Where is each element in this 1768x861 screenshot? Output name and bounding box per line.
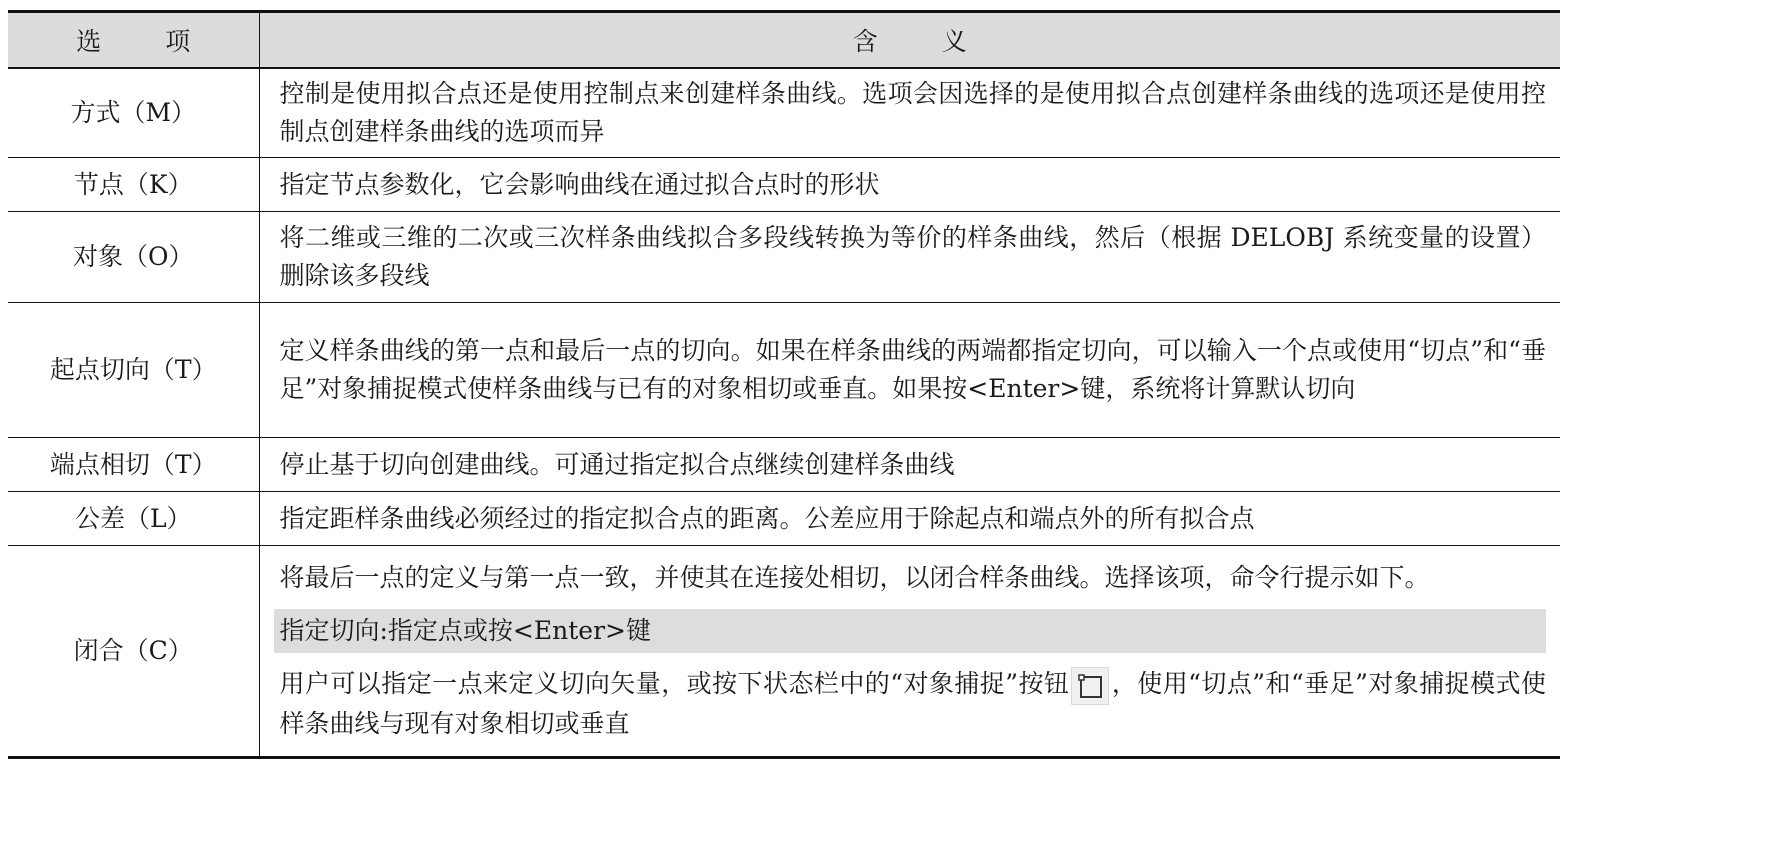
table-row: [8, 212, 1560, 303]
table-header-row: [8, 12, 1560, 68]
meaning-cell: 控制是使用拟合点还是使用控制点来创建样条曲线。选项会因选择的是使用拟合点创建样条曲线的选项还是使用控制点创建样条曲线的选项而异: [259, 68, 1560, 158]
table-row: [8, 303, 1560, 438]
table-row: [8, 68, 1560, 158]
header-meaning: 含 义: [259, 12, 1560, 68]
options-table: [8, 10, 1560, 759]
close-note-after-icon: ，使用“切点”和“垂足”对象捕捉模式使样条曲线与现有对象相切或垂直: [279, 669, 1546, 738]
meaning-cell: [259, 546, 1560, 758]
option-cell: 对象（O）: [8, 212, 259, 303]
object-snap-icon: [1071, 667, 1109, 705]
table-row: [8, 492, 1560, 546]
command-prompt: 指定切向:指定点或按<Enter>键: [274, 609, 1547, 653]
close-note-text: [280, 665, 1547, 743]
close-note-before-icon: 用户可以指定一点来定义切向矢量，或按下状态栏中的“对象捕捉”按钮: [279, 669, 1070, 699]
close-intro-text: 将最后一点的定义与第一点一致，并使其在连接处相切，以闭合样条曲线。选择该项，命令行提示如下。: [279, 563, 1430, 593]
option-cell: 起点切向（T）: [8, 303, 259, 438]
option-cell: 方式（M）: [8, 68, 259, 158]
meaning-cell: 指定距样条曲线必须经过的指定拟合点的距离。公差应用于除起点和端点外的所有拟合点: [259, 492, 1560, 546]
option-cell: 公差（L）: [8, 492, 259, 546]
table-row: [8, 546, 1560, 758]
meaning-cell: 将二维或三维的二次或三次样条曲线拟合多段线转换为等价的样条曲线，然后（根据 DELOBJ 系统变量的设置）删除该多段线: [259, 212, 1560, 303]
table-row: [8, 158, 1560, 212]
meaning-cell: 停止基于切向创建曲线。可通过指定拟合点继续创建样条曲线: [259, 438, 1560, 492]
header-option: 选 项: [8, 12, 259, 68]
option-cell: 端点相切（T）: [8, 438, 259, 492]
options-table-container: [8, 10, 1560, 759]
option-cell: 闭合（C）: [8, 546, 259, 758]
option-cell: 节点（K）: [8, 158, 259, 212]
meaning-cell: 定义样条曲线的第一点和最后一点的切向。如果在样条曲线的两端都指定切向，可以输入一个点或使用“切点”和“垂足”对象捕捉模式使样条曲线与已有的对象相切或垂直。如果按<Enter>键，系统将计算默认切向: [259, 303, 1560, 438]
table-row: [8, 438, 1560, 492]
meaning-cell: 指定节点参数化，它会影响曲线在通过拟合点时的形状: [259, 158, 1560, 212]
